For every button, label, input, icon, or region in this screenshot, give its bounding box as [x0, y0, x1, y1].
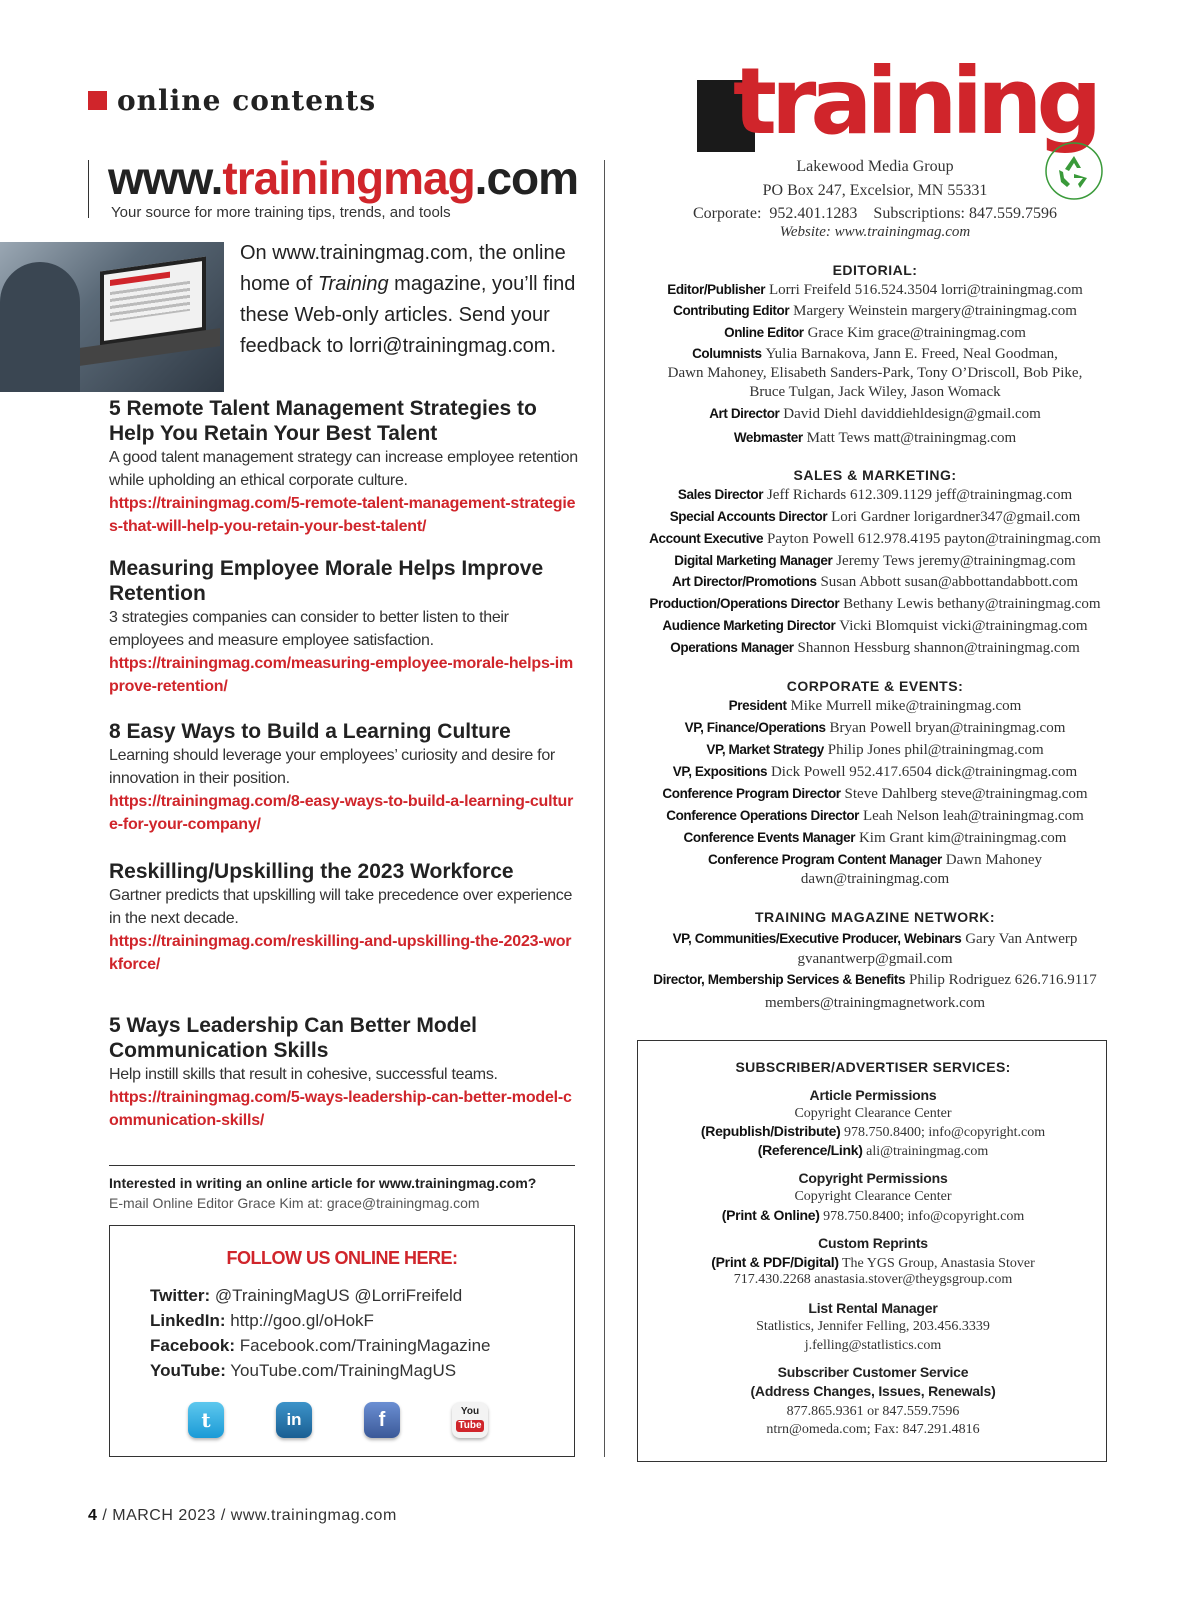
- staff-role: Online Editor: [724, 325, 804, 340]
- staff-role: VP, Finance/Operations: [684, 720, 826, 735]
- article-description: A good talent management strategy can increase employee retention while upholding an ethical corporate culture.: [109, 449, 578, 489]
- staff-row: [630, 300, 1120, 321]
- service-value: 978.750.8400; info@copyright.com: [844, 1125, 1046, 1140]
- divider: [109, 1165, 575, 1166]
- article-item: [109, 556, 579, 698]
- service-label: (Print & Online): [721, 1207, 820, 1223]
- copyright-permissions-heading: Copyright Permissions: [798, 1170, 948, 1186]
- staff-role: Art Director: [709, 406, 780, 421]
- youtube-icon[interactable]: [452, 1402, 488, 1438]
- staff-contact: Lori Gardner lorigardner347@gmail.com: [831, 509, 1081, 525]
- article-item: [109, 396, 579, 538]
- publisher-address: PO Box 247, Excelsior, MN 55331: [762, 182, 988, 199]
- section-header: [88, 84, 376, 117]
- article-link[interactable]: https://trainingmag.com/5-ways-leadership-can-better-model-communication-skills/: [109, 1089, 572, 1129]
- staff-row: [630, 739, 1120, 760]
- staff-role: Columnists: [692, 346, 762, 361]
- facebook-url: Facebook.com/TrainingMagazine: [239, 1336, 491, 1355]
- staff-role: Digital Marketing Manager: [674, 553, 833, 568]
- staff-contact: Vicki Blomquist vicki@trainingmag.com: [839, 618, 1088, 634]
- linkedin-url: http://goo.gl/oHokF: [230, 1311, 374, 1330]
- article-link[interactable]: https://trainingmag.com/measuring-employee-morale-helps-improve-retention/: [109, 655, 574, 695]
- staff-role: President: [728, 698, 787, 713]
- staff-contact: Shannon Hessburg shannon@trainingmag.com: [797, 640, 1080, 656]
- staff-contact: Steve Dahlberg steve@trainingmag.com: [844, 786, 1088, 802]
- section-marker: [88, 91, 107, 110]
- staff-row: [630, 969, 1120, 990]
- staff-contact: Bethany Lewis bethany@trainingmag.com: [843, 596, 1101, 612]
- facebook-line[interactable]: [150, 1336, 490, 1356]
- subscriber-heading: SUBSCRIBER/ADVERTISER SERVICES:: [735, 1059, 1011, 1075]
- staff-row: [630, 717, 1120, 738]
- service-line: ntrn@omeda.com; Fax: 847.291.4816: [766, 1422, 980, 1437]
- staff-contact: Philip Jones phil@trainingmag.com: [827, 742, 1044, 758]
- staff-row: [630, 928, 1120, 949]
- sales-heading: SALES & MARKETING:: [793, 467, 957, 483]
- staff-role: Conference Program Content Manager: [707, 852, 942, 867]
- staff-row: [630, 343, 1120, 364]
- service-line: 717.430.2268 anastasia.stover@theygsgroup.com: [733, 1272, 1013, 1287]
- follow-us-box: [109, 1225, 575, 1457]
- corporate-heading: CORPORATE & EVENTS:: [786, 678, 964, 694]
- staff-role: Special Accounts Director: [669, 509, 828, 524]
- article-link[interactable]: https://trainingmag.com/5-remote-talent-management-strategies-that-will-help-you-retain-your-best-talent/: [109, 495, 576, 535]
- article-link[interactable]: https://trainingmag.com/reskilling-and-upskilling-the-2023-workforce/: [109, 933, 572, 973]
- article-item: [109, 1013, 579, 1132]
- training-logo: [697, 48, 1097, 164]
- url-brand: trainingmag: [222, 152, 475, 204]
- intro-text-2: magazine, you’ll find these Web-only articles. Send your feedback to lorri@trainingmag.com.: [240, 273, 576, 357]
- service-line: Copyright Clearance Center: [794, 1189, 952, 1204]
- staff-role: Account Executive: [649, 531, 764, 546]
- article-description: Gartner predicts that upskilling will take precedence over experience in the next decade.: [109, 887, 573, 927]
- customer-service-subheading: (Address Changes, Issues, Renewals): [750, 1383, 996, 1399]
- linkedin-icon[interactable]: in: [276, 1402, 312, 1438]
- staff-contact: David Diehl daviddiehldesign@gmail.com: [783, 406, 1041, 422]
- staff-row: [630, 550, 1120, 571]
- staff-role: VP, Market Strategy: [706, 742, 824, 757]
- staff-row: [630, 362, 1120, 383]
- staff-role: Editor/Publisher: [667, 282, 766, 297]
- staff-role: Contributing Editor: [673, 303, 790, 318]
- staff-contact: Yulia Barnakova, Jann E. Freed, Neal Goodman,: [765, 346, 1058, 362]
- staff-contact: Payton Powell 612.978.4195 payton@trainingmag.com: [767, 531, 1101, 547]
- staff-role: Sales Director: [677, 487, 764, 502]
- staff-row: [630, 849, 1120, 870]
- article-description: 3 strategies companies can consider to better listen to their employees and measure employee satisfaction.: [109, 609, 509, 649]
- staff-role: Webmaster: [733, 430, 803, 445]
- service-line: 877.865.9361 or 847.559.7596: [786, 1404, 960, 1419]
- linkedin-label: LinkedIn:: [150, 1311, 226, 1330]
- staff-row: [630, 868, 1120, 889]
- publisher-phones: Corporate: 952.401.1283 Subscriptions: 847.559.7596: [693, 205, 1057, 222]
- staff-role: Operations Manager: [670, 640, 794, 655]
- staff-role: Conference Operations Director: [666, 808, 860, 823]
- article-item: [109, 719, 579, 836]
- section-title: online contents: [117, 84, 377, 117]
- staff-row: [630, 279, 1120, 300]
- staff-row: [630, 783, 1120, 804]
- staff-contact: Kim Grant kim@trainingmag.com: [858, 830, 1067, 846]
- divider: [88, 160, 89, 218]
- intro-text-1: On www.trainingmag.com, the online home of: [240, 242, 566, 295]
- customer-service-heading: Subscriber Customer Service: [777, 1364, 969, 1380]
- network-heading: TRAINING MAGAZINE NETWORK:: [754, 909, 996, 925]
- footer-text: / MARCH 2023 / www.trainingmag.com: [97, 1507, 397, 1524]
- url-prefix: www.: [108, 152, 223, 204]
- youtube-icon-top: You: [460, 1406, 480, 1417]
- article-title: 5 Remote Talent Management Strategies to Help You Retain Your Best Talent: [109, 397, 537, 445]
- staff-role: VP, Expositions: [672, 764, 768, 779]
- column-divider: [604, 160, 605, 1457]
- article-title: Reskilling/Upskilling the 2023 Workforce: [109, 860, 514, 883]
- service-line: j.felling@statlistics.com: [804, 1338, 942, 1353]
- site-url-heading[interactable]: [108, 152, 579, 204]
- staff-role: Art Director/Promotions: [671, 574, 817, 589]
- custom-reprints-heading: Custom Reprints: [818, 1235, 928, 1251]
- article-item: [109, 859, 579, 976]
- write-article-email[interactable]: E-mail Online Editor Grace Kim at: grace@trainingmag.com: [109, 1195, 480, 1211]
- staff-row: [630, 427, 1120, 448]
- article-description: Learning should leverage your employees’ curiosity and desire for innovation in their position.: [109, 747, 555, 787]
- youtube-line[interactable]: [150, 1361, 456, 1381]
- service-label: (Print & PDF/Digital): [711, 1254, 839, 1270]
- staff-row: [630, 484, 1120, 505]
- editorial-heading: EDITORIAL:: [832, 262, 918, 278]
- staff-row: [630, 403, 1120, 424]
- service-line: [638, 1207, 1108, 1225]
- staff-row: [630, 322, 1120, 343]
- staff-contact: members@trainingmagnetwork.com: [764, 995, 985, 1011]
- service-value: ali@trainingmag.com: [866, 1144, 989, 1159]
- staff-contact: Matt Tews matt@trainingmag.com: [806, 430, 1017, 446]
- page-footer: [88, 1507, 397, 1525]
- youtube-label: YouTube:: [150, 1361, 226, 1380]
- twitter-line[interactable]: [150, 1286, 462, 1306]
- staff-contact: Margery Weinstein margery@trainingmag.com: [793, 303, 1077, 319]
- intro-paragraph: [240, 238, 580, 362]
- staff-contact: Philip Rodriguez 626.716.9117: [908, 972, 1097, 988]
- staff-contact: Gary Van Antwerp: [965, 931, 1078, 947]
- write-article-question: Interested in writing an online article for www.trainingmag.com?: [109, 1175, 537, 1191]
- service-line: Statlistics, Jennifer Felling, 203.456.3339: [756, 1319, 990, 1334]
- staff-row: [630, 381, 1120, 402]
- staff-contact: Jeff Richards 612.309.1129 jeff@trainingmag.com: [766, 487, 1073, 503]
- staff-contact: Bruce Tulgan, Jack Wiley, Jason Womack: [749, 384, 1001, 400]
- page-number: 4: [88, 1507, 98, 1524]
- laptop-photo: [0, 242, 224, 392]
- staff-contact: dawn@trainingmag.com: [800, 871, 950, 887]
- staff-row: [630, 805, 1120, 826]
- site-tagline: Your source for more training tips, trends, and tools: [111, 204, 451, 221]
- staff-role: Conference Program Director: [662, 786, 841, 801]
- staff-contact: Susan Abbott susan@abbottandabbott.com: [820, 574, 1078, 590]
- article-title: 5 Ways Leadership Can Better Model Communication Skills: [109, 1014, 477, 1062]
- staff-contact: Lorri Freifeld 516.524.3504 lorri@trainingmag.com: [769, 282, 1083, 298]
- facebook-label: Facebook:: [150, 1336, 236, 1355]
- subscriber-services-box: [637, 1040, 1107, 1462]
- staff-contact: Leah Nelson leah@trainingmag.com: [862, 808, 1084, 824]
- staff-role: VP, Communities/Executive Producer, Webinars: [672, 931, 962, 946]
- facebook-icon[interactable]: f: [364, 1402, 400, 1438]
- staff-role: Audience Marketing Director: [662, 618, 836, 633]
- staff-row: [630, 827, 1120, 848]
- staff-row: [630, 615, 1120, 636]
- staff-contact: Dawn Mahoney: [945, 852, 1043, 868]
- twitter-label: Twitter:: [150, 1286, 211, 1305]
- staff-contact: Bryan Powell bryan@trainingmag.com: [829, 720, 1066, 736]
- staff-contact: Jeremy Tews jeremy@trainingmag.com: [836, 553, 1076, 569]
- service-line: [638, 1142, 1108, 1160]
- service-label: (Reference/Link): [757, 1142, 863, 1158]
- staff-row: [630, 571, 1120, 592]
- staff-row: [630, 506, 1120, 527]
- twitter-icon[interactable]: t: [188, 1402, 224, 1438]
- staff-row: [630, 948, 1120, 969]
- staff-role: Director, Membership Services & Benefits: [653, 972, 906, 987]
- service-value: The YGS Group, Anastasia Stover: [842, 1256, 1035, 1271]
- linkedin-line[interactable]: [150, 1311, 374, 1331]
- youtube-icon-bottom: Tube: [456, 1420, 484, 1432]
- staff-contact: Dick Powell 952.417.6504 dick@trainingmag.com: [770, 764, 1078, 780]
- url-suffix: .com: [474, 152, 579, 204]
- article-description: Help instill skills that result in cohesive, successful teams.: [109, 1066, 498, 1083]
- publisher-website: Website: www.trainingmag.com: [779, 224, 971, 240]
- staff-row: [630, 593, 1120, 614]
- staff-role: Production/Operations Director: [649, 596, 840, 611]
- service-line: [638, 1254, 1108, 1272]
- staff-contact: Mike Murrell mike@trainingmag.com: [790, 698, 1022, 714]
- staff-role: Conference Events Manager: [683, 830, 856, 845]
- article-title: Measuring Employee Morale Helps Improve Retention: [109, 557, 544, 605]
- logo-text: training: [733, 48, 1097, 155]
- article-link[interactable]: https://trainingmag.com/8-easy-ways-to-build-a-learning-culture-for-your-company/: [109, 793, 574, 833]
- staff-row: [630, 761, 1120, 782]
- intro-magazine-name: Training: [317, 273, 389, 295]
- article-title: 8 Easy Ways to Build a Learning Culture: [109, 720, 511, 743]
- youtube-url: YouTube.com/TrainingMagUS: [230, 1361, 457, 1380]
- staff-contact: Dawn Mahoney, Elisabeth Sanders-Park, Tony O’Driscoll, Bob Pike,: [667, 365, 1083, 381]
- staff-row: [630, 695, 1120, 716]
- follow-title: FOLLOW US ONLINE HERE:: [226, 1248, 458, 1268]
- service-label: (Republish/Distribute): [700, 1123, 841, 1139]
- staff-row: [630, 637, 1120, 658]
- service-line: [638, 1123, 1108, 1141]
- staff-row: [630, 528, 1120, 549]
- staff-contact: Grace Kim grace@trainingmag.com: [807, 325, 1026, 341]
- service-line: Copyright Clearance Center: [794, 1106, 952, 1121]
- publisher-name: Lakewood Media Group: [796, 158, 954, 175]
- staff-row: [630, 992, 1120, 1013]
- twitter-handle: @TrainingMagUS @LorriFreifeld: [214, 1286, 463, 1305]
- service-value: 978.750.8400; info@copyright.com: [823, 1209, 1025, 1224]
- list-rental-heading: List Rental Manager: [808, 1300, 938, 1316]
- article-permissions-heading: Article Permissions: [809, 1087, 937, 1103]
- staff-contact: gvanantwerp@gmail.com: [797, 951, 953, 967]
